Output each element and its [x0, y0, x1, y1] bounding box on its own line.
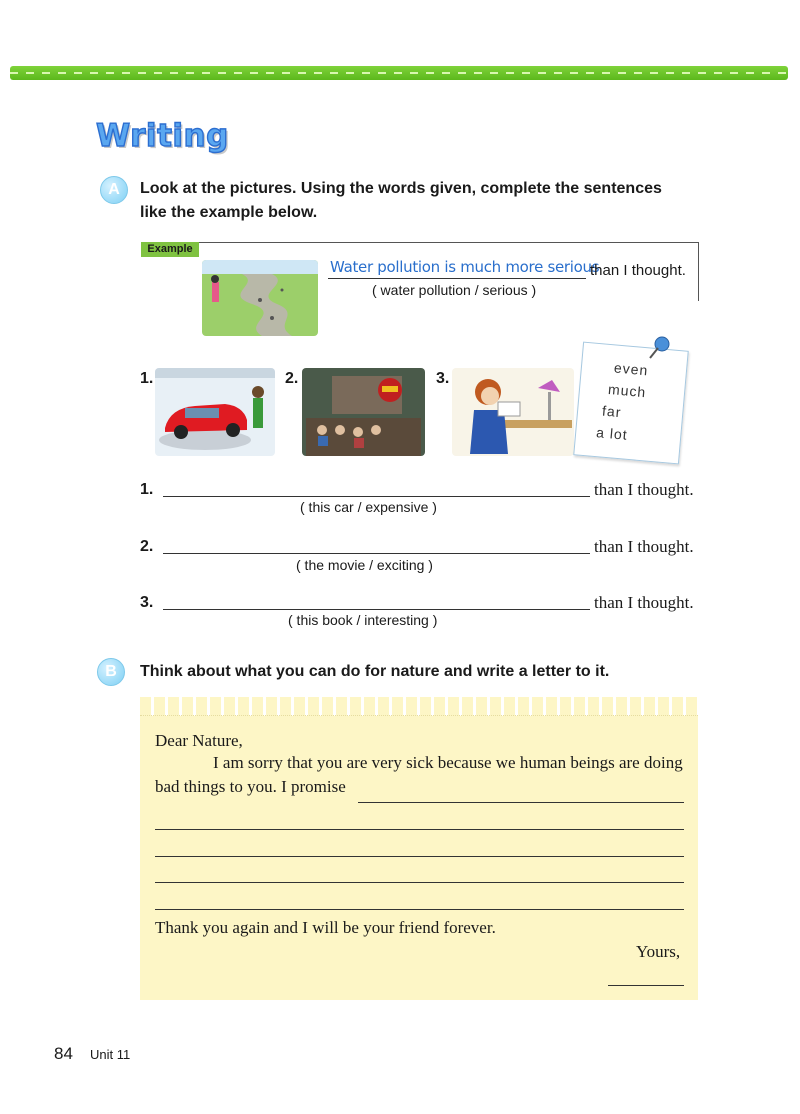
page-number: 84 [54, 1044, 73, 1063]
item-2-hint: ( the movie / exciting ) [296, 557, 433, 573]
letter-line-4[interactable] [155, 882, 684, 883]
letter-closing: Thank you again and I will be your friend forever. [155, 918, 496, 937]
part-b-instruction: Think about what you can do for nature and write a letter to it. [140, 663, 610, 680]
word-much: much [607, 380, 647, 401]
example-suffix: than I thought. [590, 262, 686, 279]
pushpin-icon [646, 334, 674, 367]
example-answer-line [328, 278, 586, 279]
part-a-instruction-line2: like the example below. [140, 204, 318, 221]
item-3-answer-line[interactable] [163, 609, 590, 610]
part-b-badge: B [97, 658, 125, 686]
picture-2-movie [302, 368, 425, 456]
picture-1-car [155, 368, 275, 456]
letter-line-2[interactable] [155, 829, 684, 830]
section-title: Writing [96, 118, 229, 154]
letter-greeting: Dear Nature, [155, 731, 243, 750]
picture-number-1: 1. [140, 370, 154, 387]
picture-number-3: 3. [436, 370, 450, 387]
part-a-instruction-line1: Look at the pictures. Using the words given, complete the sentences [140, 180, 662, 197]
letter-torn-edge [140, 697, 698, 716]
word-even: even [613, 359, 649, 379]
letter-body-line2: bad things to you. I promise [155, 777, 346, 796]
letter-signature-line[interactable] [608, 985, 684, 986]
example-tag: Example [141, 242, 199, 257]
item-3-hint: ( this book / interesting ) [288, 612, 438, 628]
item-2-answer-line[interactable] [163, 553, 590, 554]
letter-body-line1: I am sorry that you are very sick because we human beings are doing [213, 753, 683, 772]
item-1-answer-line[interactable] [163, 496, 590, 497]
picture-number-2: 2. [285, 370, 299, 387]
item-3-number: 3. [140, 594, 154, 611]
picture-3-book [452, 368, 574, 456]
word-a-lot: a lot [595, 424, 629, 443]
item-3-suffix: than I thought. [594, 593, 694, 612]
header-band [10, 66, 788, 80]
example-hint: ( water pollution / serious ) [372, 282, 537, 298]
part-a-badge: A [100, 176, 128, 204]
unit-label: Unit 11 [90, 1047, 131, 1062]
letter-line-5[interactable] [155, 909, 684, 910]
letter-line-3[interactable] [155, 856, 684, 857]
letter-line-1[interactable] [358, 802, 684, 803]
letter-signoff: Yours, [636, 942, 681, 961]
item-1-suffix: than I thought. [594, 480, 694, 499]
part-a-instruction [140, 177, 740, 225]
item-1-number: 1. [140, 481, 154, 498]
example-picture-river [202, 260, 318, 336]
example-answer: Water pollution is much more serious [330, 258, 600, 276]
item-1-hint: ( this car / expensive ) [300, 499, 437, 515]
word-far: far [601, 402, 623, 421]
item-2-number: 2. [140, 538, 154, 555]
item-2-suffix: than I thought. [594, 537, 694, 556]
